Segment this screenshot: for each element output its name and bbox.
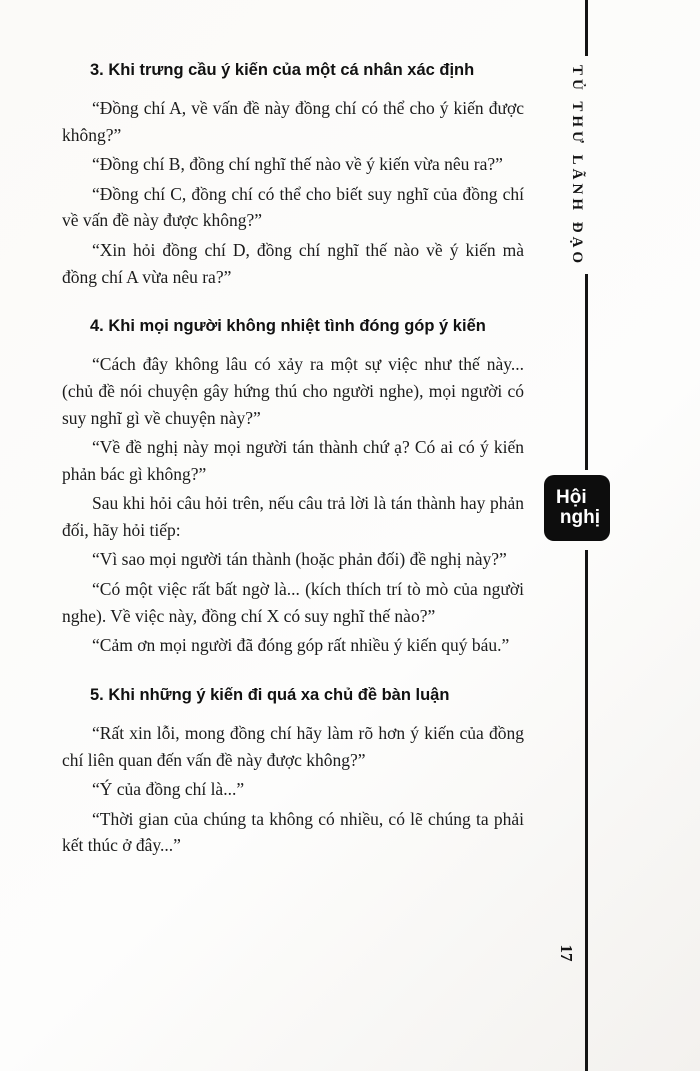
section-3 bbox=[62, 58, 524, 290]
right-rule-middle-segment bbox=[585, 274, 588, 470]
paragraph: “Đồng chí C, đồng chí có thể cho biết suy nghĩ của đồng chí về vấn đề này được không?” bbox=[62, 183, 524, 231]
page-number: 17 bbox=[557, 944, 576, 962]
section-4 bbox=[62, 314, 524, 659]
section-5 bbox=[62, 683, 524, 859]
paragraph: “Đồng chí B, đồng chí nghĩ thế nào về ý kiến vừa nêu ra?” bbox=[92, 154, 503, 175]
chapter-badge-line2: nghị bbox=[559, 507, 600, 528]
paragraph: “Về đề nghị này mọi người tán thành chứ ạ? Có ai có ý kiến phản bác gì không?” bbox=[62, 437, 524, 484]
paragraph: “Có một việc rất bất ngờ là... (kích thích trí tò mò của người nghe). Về việc này, đồng chí X có suy nghĩ thế nào?” bbox=[62, 579, 524, 626]
series-title-vertical: TỦ THƯ LÃNH ĐẠO bbox=[569, 64, 585, 268]
section-heading: 4. Khi mọi người không nhiệt tình đóng góp ý kiến bbox=[90, 317, 486, 336]
paragraph: “Cách đây không lâu có xảy ra một sự việc như thế này... (chủ đề nói chuyện gây hứng thú cho người nghe), mọi người có suy nghĩ gì về chuyện này?” bbox=[62, 354, 524, 428]
paragraph: Sau khi hỏi câu hỏi trên, nếu câu trả lời là tán thành hay phản đối, hãy hỏi tiếp: bbox=[62, 493, 524, 540]
right-rule-bottom-segment bbox=[585, 550, 588, 1071]
main-text-column bbox=[62, 58, 524, 869]
chapter-badge-line1: Hội bbox=[556, 487, 587, 509]
paragraph: “Thời gian của chúng ta không có nhiều, có lẽ chúng ta phải kết thúc ở đây...” bbox=[62, 808, 524, 856]
paragraph: “Cảm ơn mọi người đã đóng góp rất nhiều ý kiến quý báu.” bbox=[92, 635, 510, 656]
paragraph: “Rất xin lỗi, mong đồng chí hãy làm rõ hơn ý kiến của đồng chí liên quan đến vấn đề này được không?” bbox=[62, 722, 524, 770]
paragraph: “Vì sao mọi người tán thành (hoặc phản đối) đề nghị này?” bbox=[92, 549, 507, 570]
paragraph: “Đồng chí A, về vấn đề này đồng chí có thể cho ý kiến được không?” bbox=[62, 98, 524, 145]
paragraph: “Xin hỏi đồng chí D, đồng chí nghĩ thế nào về ý kiến mà đồng chí A vừa nêu ra?” bbox=[62, 240, 524, 287]
paragraph: “Ý của đồng chí là...” bbox=[92, 779, 245, 800]
section-heading: 3. Khi trưng cầu ý kiến của một cá nhân xác định bbox=[90, 61, 475, 79]
chapter-badge bbox=[545, 476, 609, 540]
right-rule-top-segment bbox=[585, 0, 588, 56]
section-heading: 5. Khi những ý kiến đi quá xa chủ đề bàn luận bbox=[90, 685, 450, 704]
